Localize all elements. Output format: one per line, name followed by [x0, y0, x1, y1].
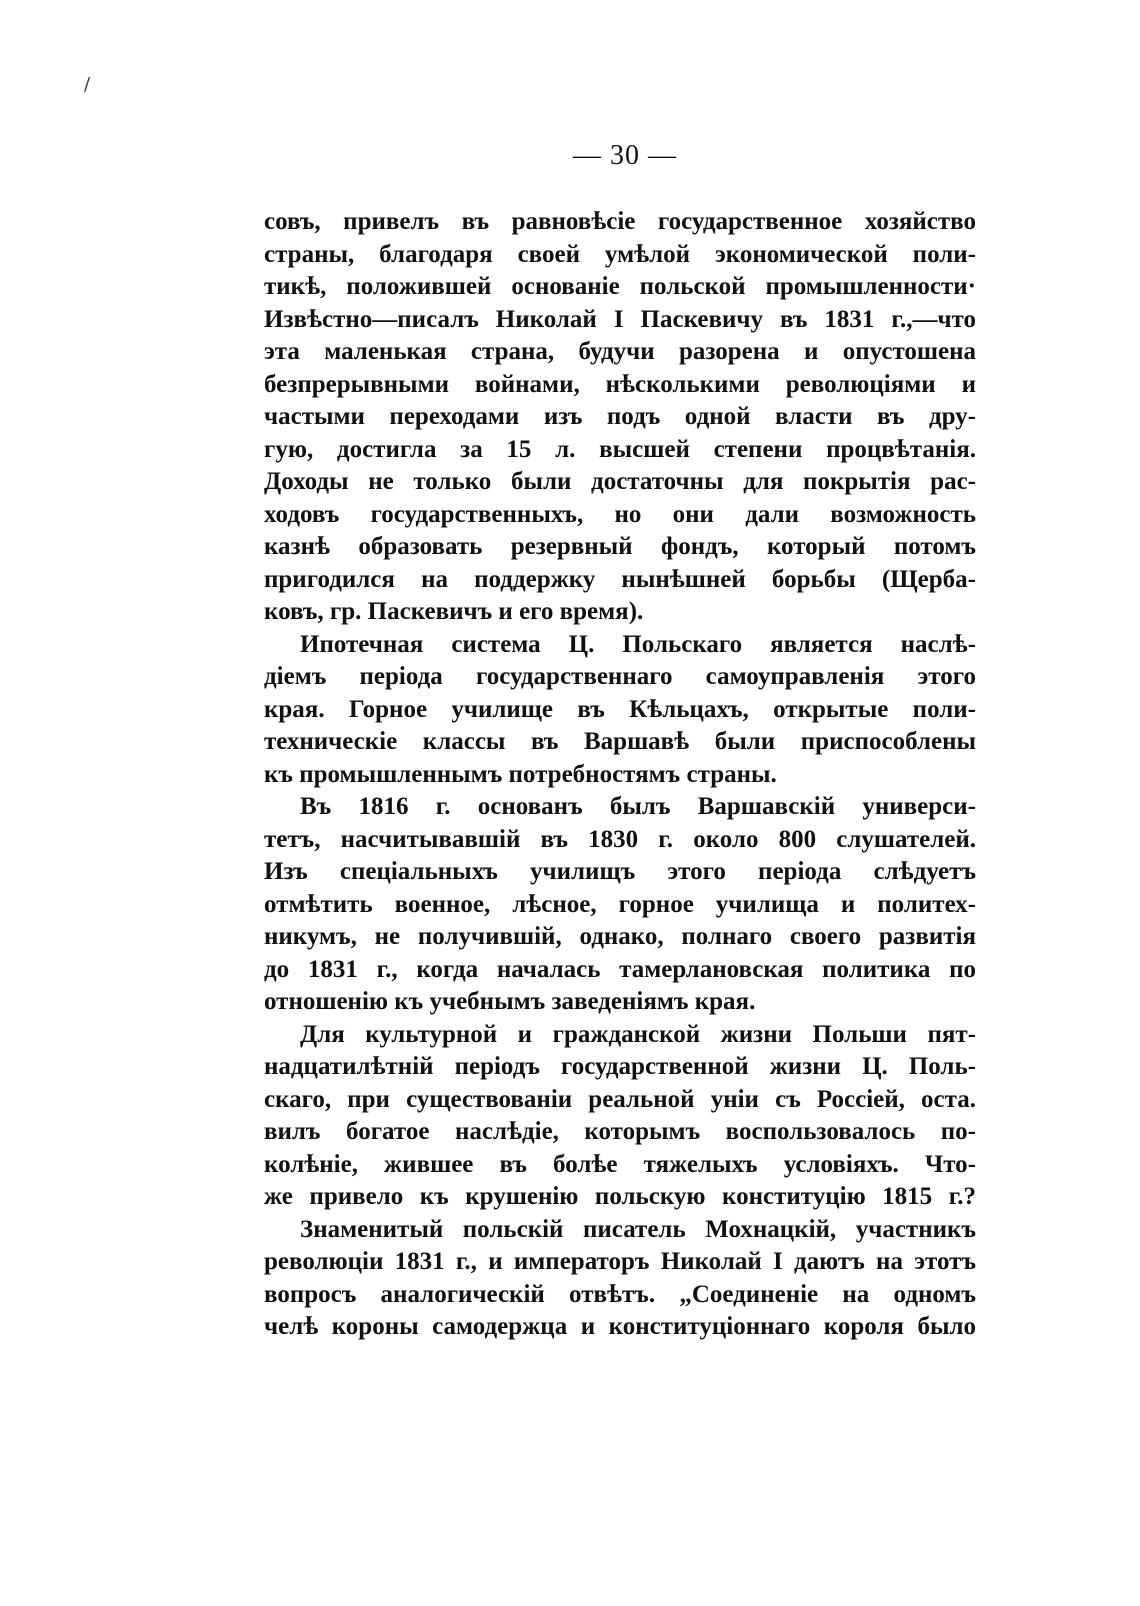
text-line: Извѣстно—писалъ Николай I Паскевичу въ 1831 г.,—что	[264, 305, 976, 333]
text-line: вопросъ аналогическій отвѣтъ. „Соединеніе на одномъ	[264, 1280, 976, 1308]
text-line: Ипотечная система Ц. Польскаго является наслѣ-	[300, 630, 976, 658]
stray-mark: /	[84, 74, 91, 95]
body-text	[264, 206, 976, 1344]
text-line: ходовъ государственныхъ, но они дали возможность	[264, 500, 976, 528]
text-line: Для культурной и гражданской жизни Польши пят-	[300, 1020, 976, 1048]
text-line: тикѣ, положившей основаніе польской промышленности·	[264, 273, 976, 300]
text-line: отмѣтить военное, лѣсное, горное училища и политех-	[264, 890, 976, 918]
text-line: безпрерывными войнами, нѣсколькими революціями и	[264, 370, 976, 398]
text-line: къ промышленнымъ потребностямъ страны.	[264, 760, 777, 788]
text-line: надцатилѣтній періодъ государственной жизни Ц. Поль-	[264, 1053, 976, 1080]
text-line: частыми переходами изъ подъ одной власти въ дру-	[264, 403, 976, 430]
text-line: тетъ, насчитывавшій въ 1830 г. около 800 слушателей.	[264, 825, 976, 853]
text-line: вилъ богатое наслѣдіе, которымъ воспользовалось по-	[264, 1118, 976, 1145]
text-line: ковъ, гр. Паскевичъ и его время).	[264, 598, 644, 625]
text-line: революціи 1831 г., и императоръ Николай I даютъ на этотъ	[264, 1248, 976, 1275]
text-line: діемъ періода государственнаго самоуправленія этого	[264, 663, 976, 690]
text-line: гую, достигла за 15 л. высшей степени процвѣтанія.	[264, 435, 976, 463]
text-line: до 1831 г., когда началась тамерлановская политика по	[264, 955, 976, 983]
text-line: эта маленькая страна, будучи разорена и опустошена	[264, 338, 976, 365]
text-line: Знаменитый польскій писатель Мохнацкій, участникъ	[300, 1215, 976, 1243]
text-line: техническіе классы въ Варшавѣ были приспособлены	[264, 728, 976, 755]
text-line: казнѣ образовать резервный фондъ, который потомъ	[264, 533, 976, 560]
text-line: Изъ спеціальныхъ училищъ этого періода слѣдуетъ	[264, 858, 976, 885]
text-line: никумъ, не получившій, однако, полнаго своего развитія	[264, 923, 976, 950]
text-line: Въ 1816 г. основанъ былъ Варшавскій универси-	[300, 793, 976, 820]
text-line: скаго, при существованіи реальной уніи съ Россіей, оста.	[264, 1085, 976, 1113]
text-line: колѣніе, жившее въ болѣе тяжелыхъ условіяхъ. Что-	[264, 1150, 976, 1178]
text-line: страны, благодаря своей умѣлой экономической поли-	[264, 240, 976, 268]
text-line: совъ, привелъ въ равновѣсіе государственное хозяйство	[264, 208, 976, 235]
text-line: же привело къ крушенію польскую конституцію 1815 г.?	[264, 1183, 976, 1210]
text-line: Доходы не только были достаточны для покрытія рас-	[264, 468, 976, 495]
text-line: пригодился на поддержку нынѣшней борьбы (Щерба-	[264, 565, 976, 593]
page-number: — 30 —	[573, 140, 677, 171]
text-line: края. Горное училище въ Кѣльцахъ, открытые поли-	[264, 695, 976, 723]
text-line: отношенію къ учебнымъ заведеніямъ края.	[264, 988, 756, 1015]
text-line: челѣ короны самодержца и конституціоннаго короля было	[264, 1313, 976, 1340]
